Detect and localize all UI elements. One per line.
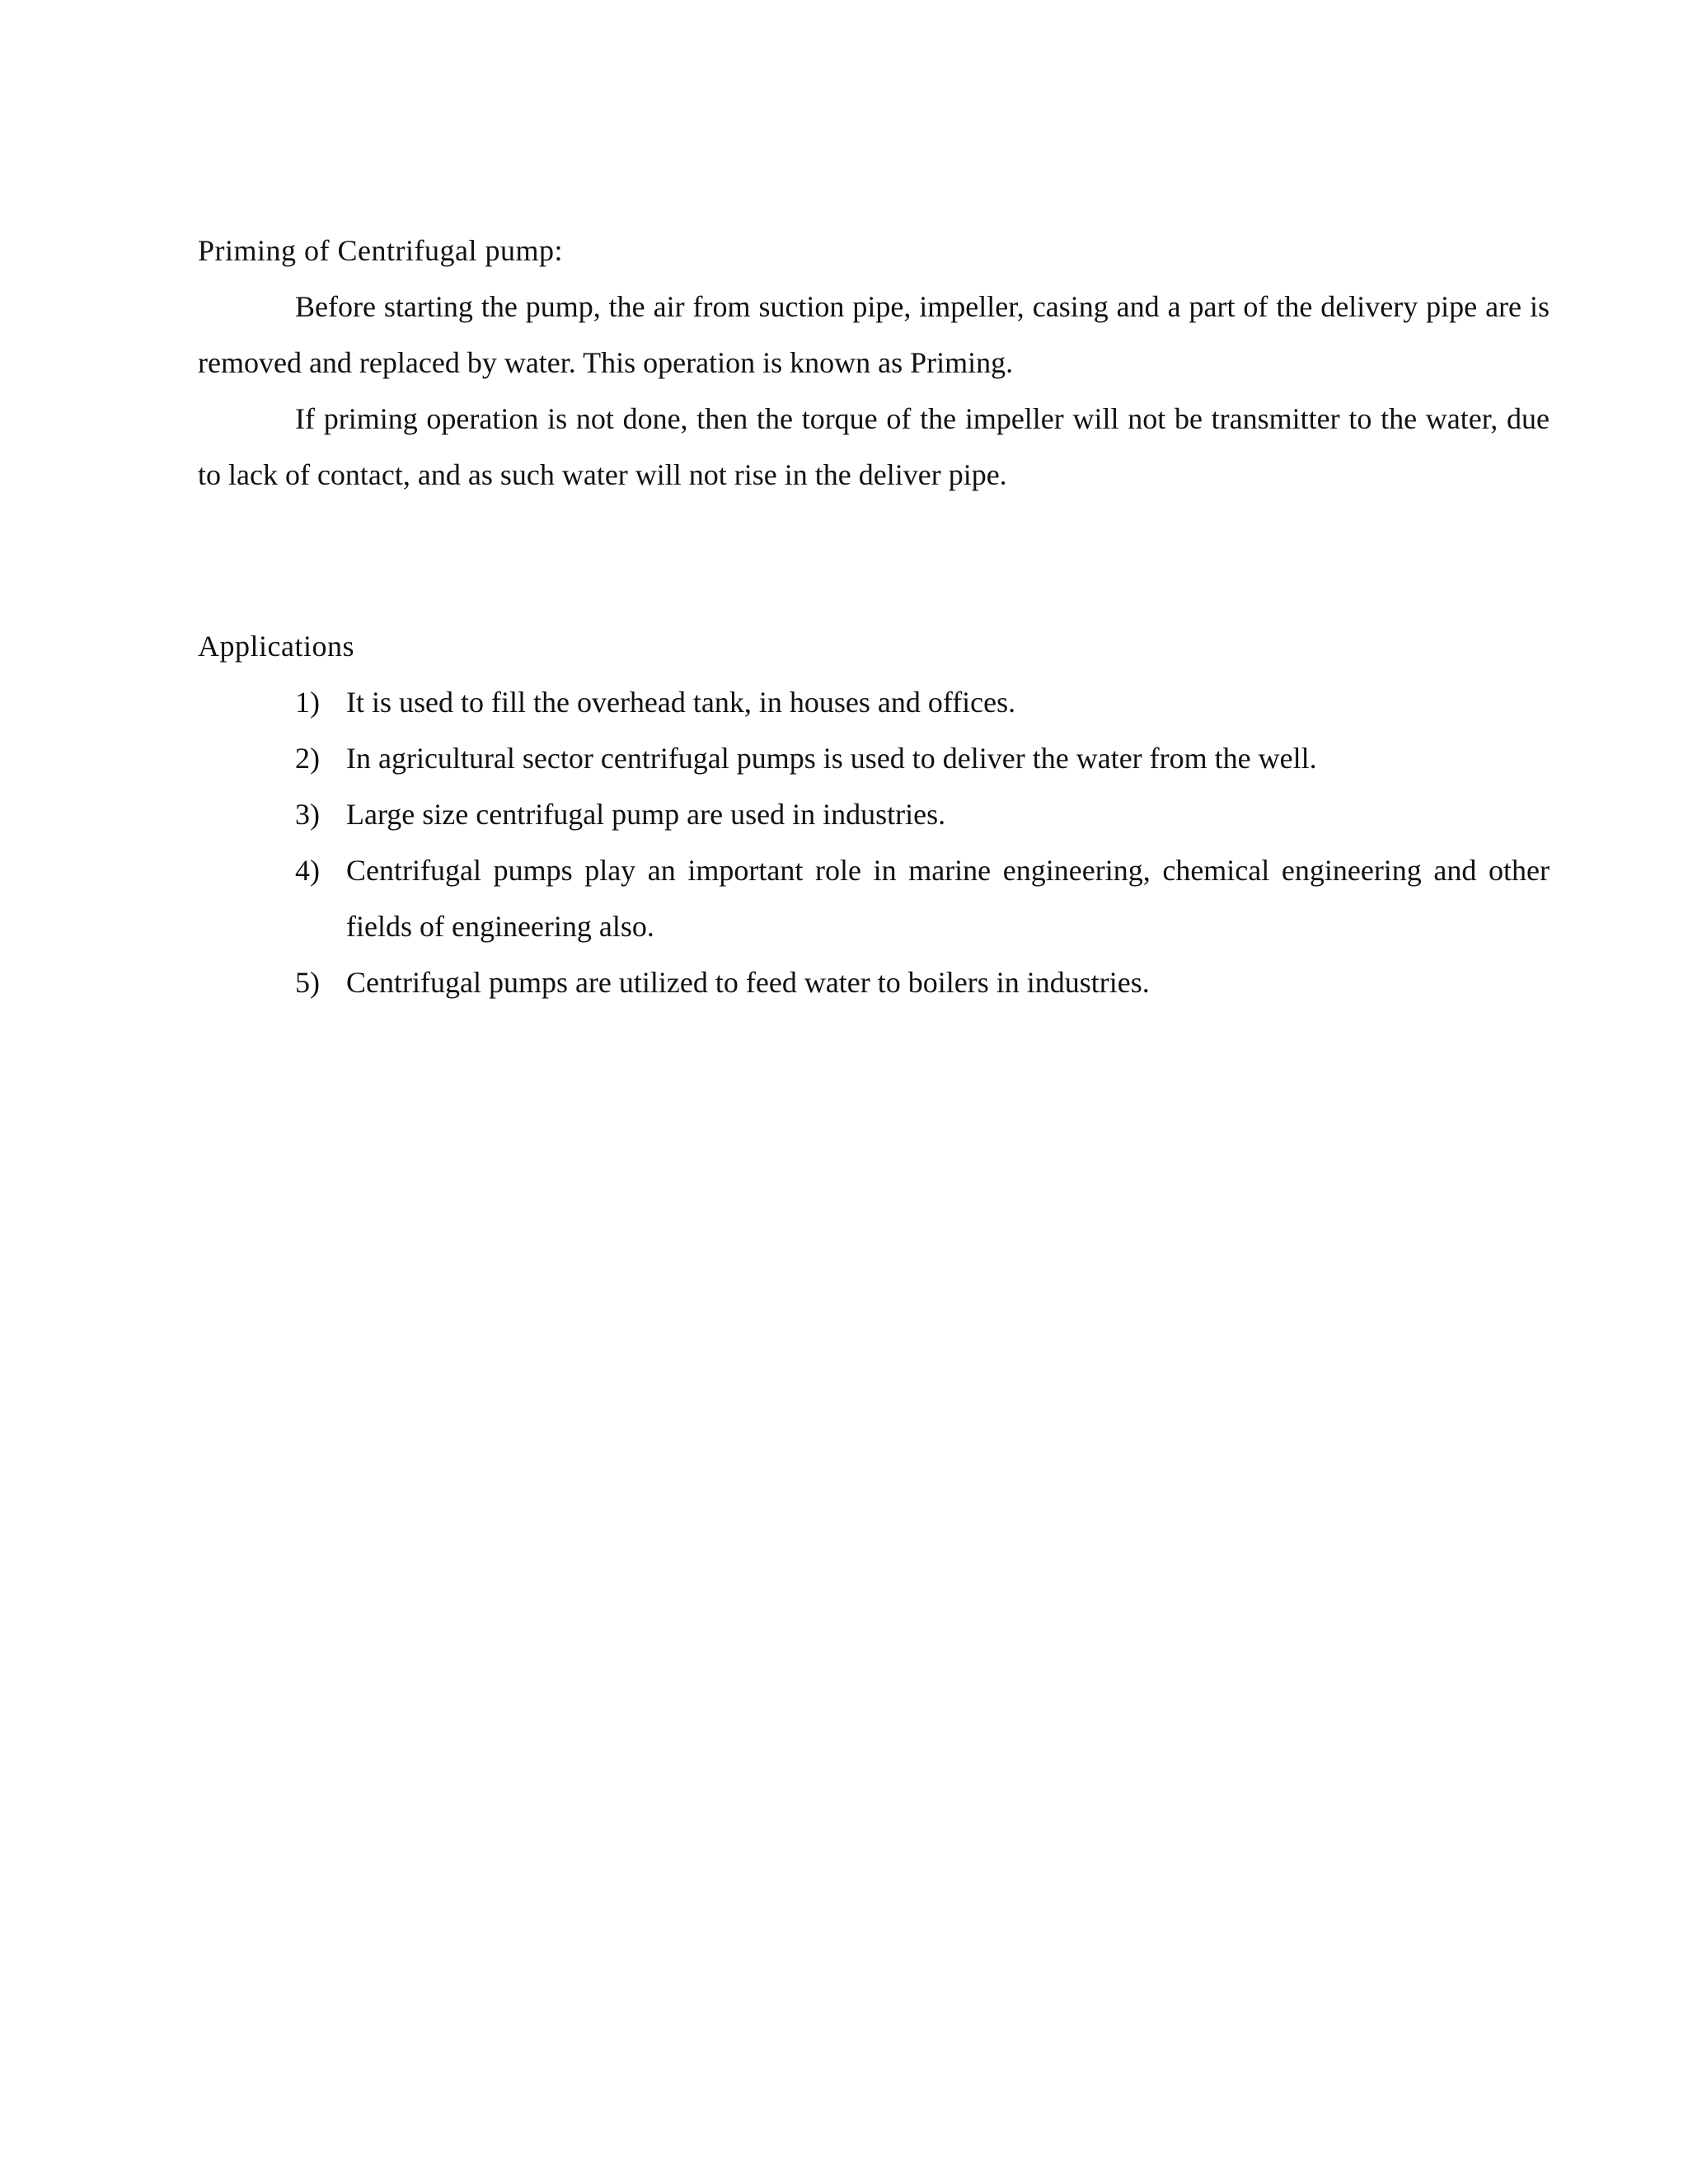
list-item bbox=[295, 786, 1550, 842]
list-item-text: Centrifugal pumps play an important role in marine engineering, chemical engineering and other fields of engineering also. bbox=[346, 854, 1550, 943]
list-item-text: It is used to fill the overhead tank, in houses and offices. bbox=[346, 686, 1016, 719]
priming-section bbox=[198, 223, 1550, 503]
list-item-text: Centrifugal pumps are utilized to feed water to boilers in industries. bbox=[346, 966, 1150, 999]
list-item bbox=[295, 730, 1550, 786]
list-item-number: 3) bbox=[295, 798, 320, 831]
list-item-number: 2) bbox=[295, 742, 320, 775]
applications-heading: Applications bbox=[198, 630, 354, 663]
list-item bbox=[295, 674, 1550, 730]
list-item-text: In agricultural sector centrifugal pumps is used to deliver the water from the well. bbox=[346, 742, 1317, 775]
page-content bbox=[198, 223, 1550, 1010]
list-item-number: 1) bbox=[295, 686, 320, 719]
section-spacer bbox=[198, 503, 1550, 618]
priming-paragraph-1: Before starting the pump, the air from suction pipe, impeller, casing and a part of the delivery pipe are is removed and replaced by water. This operation is known as Priming. bbox=[198, 290, 1550, 379]
list-item-number: 5) bbox=[295, 966, 320, 999]
list-item bbox=[295, 842, 1550, 954]
applications-section bbox=[198, 618, 1550, 1010]
list-item bbox=[295, 954, 1550, 1010]
list-item-text: Large size centrifugal pump are used in industries. bbox=[346, 798, 946, 831]
list-item-number: 4) bbox=[295, 854, 320, 887]
applications-list bbox=[198, 674, 1550, 1010]
priming-paragraph-2: If priming operation is not done, then the torque of the impeller will not be transmitter to the water, due to lack of contact, and as such water will not rise in the deliver pipe. bbox=[198, 402, 1550, 491]
priming-heading: Priming of Centrifugal pump: bbox=[198, 234, 563, 267]
